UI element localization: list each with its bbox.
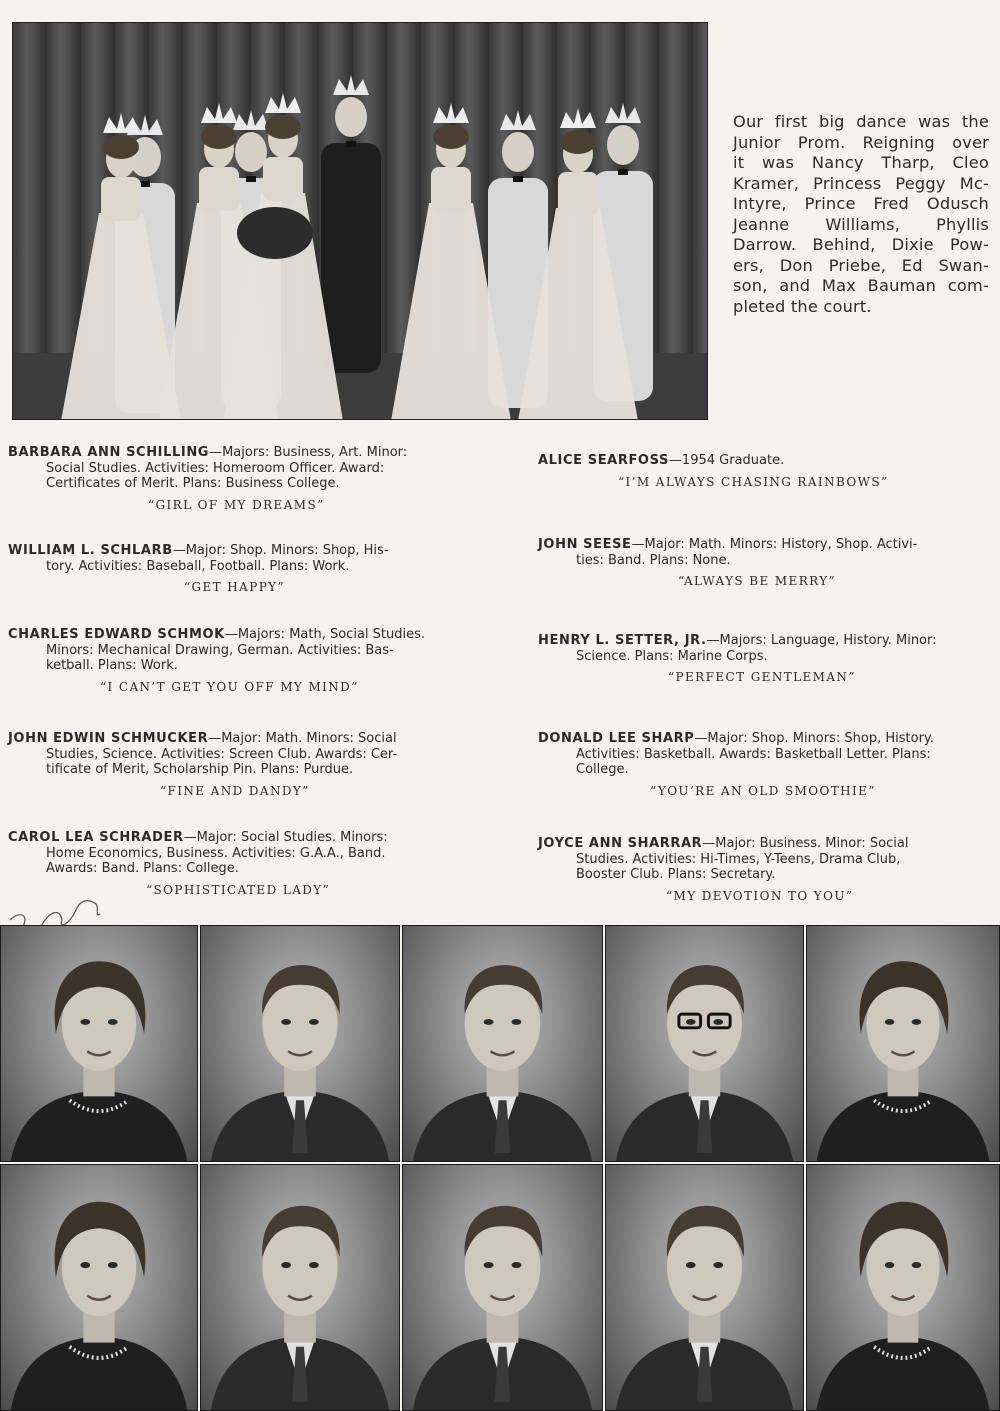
entry-text: —1954 Graduate. [668,453,785,468]
portrait-eye [686,1019,696,1025]
student-entry [8,445,478,513]
caption-line: pleted the court. [733,296,872,316]
bouquet-icon [237,207,313,259]
student-name: WILLIAM L. SCHLARB [8,543,173,558]
entry-line [8,476,478,492]
caption-line: Jeanne Williams, Phyllis [733,214,989,234]
student-name: JOHN SEESE [538,537,632,552]
portrait-clothing [817,1091,990,1162]
student-entry [538,537,1000,590]
portrait-eye [484,1262,494,1268]
crown-icon [560,108,596,128]
caption-line: son, and Max Bauman com- [733,276,989,295]
student-entry [538,453,1000,490]
entry-text: Home Economics, Business. Activities: G.A.A., Band. [46,845,386,861]
entry-text: Booster Club. Plans: Secretary. [576,867,776,882]
portrait-eye [511,1262,521,1268]
entry-line [8,762,478,778]
entry-line [8,830,478,846]
court-member-hair [433,125,469,149]
portrait-eye [281,1019,291,1025]
student-quote: “SOPHISTICATED LADY” [146,882,331,897]
portrait-eye [309,1019,319,1025]
gown-bodice [263,157,303,201]
student-name: CAROL LEA SCHRADER [8,830,184,845]
portrait-eye [912,1019,922,1025]
student-entry [8,830,478,898]
court-member-face [335,97,367,137]
student-quote: “YOU’RE AN OLD SMOOTHIE” [650,783,876,798]
student-quote: “FINE AND DANDY” [160,783,310,798]
portrait-clothing [11,1337,187,1411]
prom-court-photo [12,22,708,420]
entry-line [538,731,1000,747]
student-name: ALICE SEARFOSS [538,453,669,468]
portrait-eye [713,1019,723,1025]
bowtie-icon [513,176,523,182]
entry-line [538,836,1000,852]
entry-line [538,762,1000,778]
portrait-clothing [11,1091,187,1162]
portrait-eye [484,1019,494,1025]
entry-line [8,461,478,477]
bowtie-icon [140,181,150,187]
entry-text: —Major: Business. Minor: Social [702,836,909,851]
student-entry [8,543,478,596]
portrait-photo-boy-suit-tie [200,925,400,1162]
entry-text: Studies. Activities: Hi-Times, Y-Teens, Drama Club, [576,851,901,867]
court-member-hair [560,130,596,154]
portrait-photo-girl-smiling-bangs [0,1164,198,1411]
crown-icon [605,103,641,123]
entry-text: —Major: Social Studies. Minors: [183,830,388,845]
student-name: HENRY L. SETTER, JR. [538,633,707,648]
caption-line: Our first big dance was the [733,112,989,131]
caption-line: Kramer, Princess Peggy Mc- [733,173,989,193]
entry-line [538,537,1000,553]
portrait-photo-boy-glasses [605,925,804,1162]
entry-text: Activities: Basketball. Awards: Basketball Letter. Plans: [576,746,931,762]
prom-caption [733,112,989,317]
crown-icon [103,113,139,133]
caption-line: Intyre, Prince Fred Odusch [733,194,989,213]
entry-text: Social Studies. Activities: Homeroom Officer. Award: [46,460,385,476]
student-name: CHARLES EDWARD SCHMOK [8,627,225,642]
entry-text: Awards: Band. Plans: College. [46,861,239,876]
portrait-clothing [817,1337,990,1411]
caption-line: Darrow. Behind, Dixie Pow- [733,235,989,254]
entry-text: ties: Band. Plans: None. [576,552,731,568]
student-quote: “GET HAPPY” [184,580,286,594]
entry-text: ketball. Plans: Work. [46,658,178,673]
student-quote: “I CAN’T GET YOU OFF MY MIND” [100,679,359,694]
entry-text: —Majors: Math, Social Studies. [224,627,426,642]
entry-text: College. [576,762,629,777]
crown-icon [265,93,301,113]
student-name: JOHN EDWIN SCHMUCKER [8,731,209,746]
court-member-face [235,132,267,172]
entry-text: Science. Plans: Marine Corps. [576,648,768,664]
entry-text: Minors: Mechanical Drawing, German. Activities: Bas- [46,642,394,658]
entry-line [8,543,478,559]
gown-bodice [199,167,239,211]
portrait-eye [281,1262,291,1268]
entry-line [8,627,478,643]
student-quote: “GIRL OF MY DREAMS” [148,497,325,512]
student-quote: “I’M ALWAYS CHASING RAINBOWS” [618,474,889,489]
student-entry [538,731,1000,799]
student-name: JOYCE ANN SHARRAR [538,836,703,851]
student-name: DONALD LEE SHARP [538,731,695,746]
entry-line [8,731,478,747]
entry-text: tificate of Merit, Scholarship Pin. Plans: Purdue. [46,762,354,777]
bowtie-icon [246,176,256,182]
court-member-face [502,132,534,172]
entry-text: —Major: Shop. Minors: Shop, His- [172,543,389,558]
entry-line [8,445,478,461]
court-member-face [607,125,639,165]
crown-icon [433,103,469,123]
entry-text: —Majors: Language, History. Minor: [706,633,937,648]
portrait-eye [108,1019,118,1025]
student-entry [538,836,1000,904]
student-quote: “MY DEVOTION TO YOU” [666,888,854,903]
gown-bodice [558,172,598,216]
portrait-eye [912,1262,922,1268]
entry-line [8,747,478,763]
student-quote: “PERFECT GENTLEMAN” [668,670,856,684]
entry-line [8,658,478,674]
entry-line [538,633,1000,649]
portrait-eye [309,1262,319,1268]
portrait-eye [686,1262,696,1268]
entry-line [538,453,1000,469]
portrait-eye [885,1019,895,1025]
entry-text: Certificates of Merit. Plans: Business College. [46,476,340,491]
caption-line: Junior Prom. Reigning over [733,132,989,152]
portrait-photo-boy-wavy-hair [605,1164,804,1411]
crown-icon [201,103,237,123]
entry-line [8,559,478,575]
crown-icon [233,110,269,130]
portrait-eye [511,1019,521,1025]
portrait-eye [885,1262,895,1268]
entry-text: Studies, Science. Activities: Screen Club. Awards: Cer- [46,746,398,762]
entry-line [8,846,478,862]
portrait-photo-boy-dark-suit [402,1164,603,1411]
entry-line [538,649,1000,665]
portrait-photo-girl-bangs-necklace [806,925,1000,1162]
entry-line [538,747,1000,763]
court-member-hair [265,115,301,139]
portrait-eye [713,1262,723,1268]
court-member-suit [321,143,381,373]
entry-text: —Majors: Business, Art. Minor: [209,445,408,460]
entry-line [538,553,1000,569]
entry-line [538,867,1000,883]
entry-text: —Major: Math. Minors: History, Shop. Activi- [631,537,918,552]
crown-icon [333,75,369,95]
court-member-hair [103,135,139,159]
student-entry [538,633,1000,686]
bowtie-icon [346,141,356,147]
student-quote: “ALWAYS BE MERRY” [678,574,837,588]
portrait-photo-girl-short-hair [806,1164,1000,1411]
entry-line [8,643,478,659]
caption-line: ers, Don Priebe, Ed Swan- [733,255,989,275]
entry-text: tory. Activities: Baseball, Football. Plans: Work. [46,558,350,574]
portrait-eye [108,1262,118,1268]
student-entry [8,627,478,695]
portrait-photo-boy-bowtie [200,1164,400,1411]
gown-bodice [431,167,471,211]
portrait-eye [80,1262,90,1268]
portrait-eye [80,1019,90,1025]
caption-line: it was Nancy Tharp, Cleo [733,153,989,172]
bowtie-icon [618,169,628,175]
gown-bodice [101,177,141,221]
crown-icon [500,110,536,130]
entry-text: —Major: Shop. Minors: Shop, History. [694,731,934,746]
entry-line [538,852,1000,868]
entry-line [8,861,478,877]
student-name: BARBARA ANN SCHILLING [8,445,210,460]
court-member-hair [201,125,237,149]
student-entry [8,731,478,799]
portrait-photo-boy-striped-tie [402,925,603,1162]
entry-text: —Major: Math. Minors: Social [208,731,397,746]
portrait-photo-girl-pearl-necklace [0,925,198,1162]
